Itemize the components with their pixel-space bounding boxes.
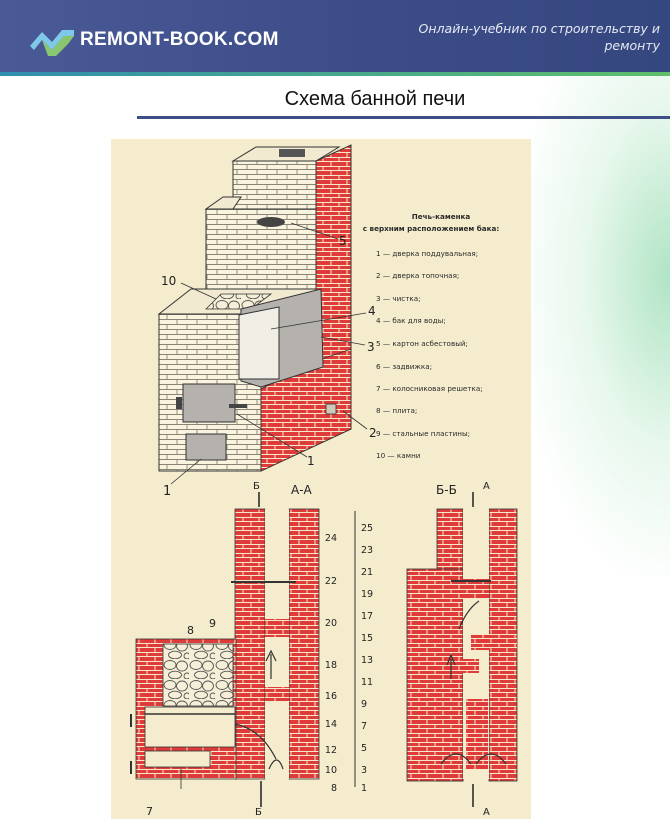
title-underline bbox=[137, 116, 670, 119]
ash-door bbox=[186, 434, 226, 460]
svg-text:23: 23 bbox=[361, 545, 374, 556]
stove-scheme-diagram bbox=[111, 139, 531, 819]
callout-2: 1 bbox=[307, 454, 315, 468]
decorative-glow bbox=[520, 76, 670, 576]
callout-5: 4 bbox=[368, 304, 376, 318]
legend-caption-2: с верхним расположением бака: bbox=[362, 224, 500, 233]
legend-item-5: 5 — картон асбестовый; bbox=[376, 339, 468, 348]
aa-callout-9: 9 bbox=[209, 617, 216, 630]
legend-item-7: 7 — колосниковая решетка; bbox=[376, 384, 483, 393]
site-header bbox=[0, 0, 670, 72]
svg-text:17: 17 bbox=[361, 611, 374, 622]
callout-4: 3 bbox=[367, 340, 375, 354]
callout-3: 2 bbox=[369, 426, 377, 440]
section-bb-label: Б-Б bbox=[436, 483, 457, 497]
svg-text:21: 21 bbox=[361, 567, 374, 578]
svg-text:15: 15 bbox=[361, 633, 374, 644]
firebox-door bbox=[183, 384, 235, 422]
svg-text:11: 11 bbox=[361, 677, 374, 688]
aa-callout-7: 7 bbox=[146, 805, 153, 818]
damper bbox=[257, 217, 285, 227]
svg-text:13: 13 bbox=[361, 655, 374, 666]
legend-item-9: 9 — стальные пластины; bbox=[376, 429, 471, 438]
svg-text:24: 24 bbox=[324, 533, 337, 544]
site-tagline: Онлайн-учебник по строительству и ремонту bbox=[418, 21, 660, 53]
cut-mark-b-bottom: Б bbox=[255, 807, 262, 818]
legend-item-1: 1 — дверка поддувальная; bbox=[376, 249, 479, 258]
legend-item-3: 3 — чистка; bbox=[376, 294, 421, 303]
aa-callout-8: 8 bbox=[187, 624, 194, 637]
svg-text:7: 7 bbox=[361, 721, 368, 732]
asbestos-card bbox=[239, 307, 279, 379]
legend-caption-1: Печь-каменка bbox=[411, 212, 471, 221]
legend-item-4: 4 — бак для воды; bbox=[376, 316, 446, 325]
page-title: Схема банной печи bbox=[284, 88, 466, 110]
svg-text:25: 25 bbox=[361, 523, 374, 534]
svg-text:16: 16 bbox=[324, 691, 337, 702]
cut-mark-a-bottom: А bbox=[483, 807, 490, 818]
aa-left-wall bbox=[235, 509, 265, 779]
svg-text:12: 12 bbox=[324, 745, 337, 756]
legend-item-10: 10 — камни bbox=[376, 451, 421, 460]
cut-mark-a-top: А bbox=[483, 481, 490, 492]
svg-text:20: 20 bbox=[324, 618, 337, 629]
svg-text:18: 18 bbox=[324, 660, 337, 671]
cut-mark-b-top: Б bbox=[253, 481, 260, 492]
logo-icon[interactable] bbox=[28, 24, 76, 56]
svg-text:9: 9 bbox=[361, 699, 368, 710]
svg-text:22: 22 bbox=[324, 576, 337, 587]
svg-text:14: 14 bbox=[324, 719, 337, 730]
svg-text:3: 3 bbox=[361, 765, 368, 776]
legend-item-8: 8 — плита; bbox=[376, 406, 418, 415]
svg-text:1: 1 bbox=[361, 783, 368, 794]
logo-text[interactable]: REMONT-BOOK.COM bbox=[80, 29, 279, 50]
svg-text:1: 1 bbox=[163, 484, 172, 499]
section-aa-label: А-А bbox=[291, 483, 312, 497]
svg-text:5: 5 bbox=[361, 743, 368, 754]
legend-item-6: 6 — задвижка; bbox=[376, 362, 433, 371]
legend-item-2: 2 — дверка топочная; bbox=[376, 271, 460, 280]
aa-right-wall bbox=[289, 509, 319, 779]
callout-10: 10 bbox=[161, 274, 177, 288]
svg-text:10: 10 bbox=[324, 765, 337, 776]
callout-6: 5 bbox=[339, 234, 347, 248]
svg-text:8: 8 bbox=[330, 783, 337, 794]
svg-text:19: 19 bbox=[361, 589, 374, 600]
